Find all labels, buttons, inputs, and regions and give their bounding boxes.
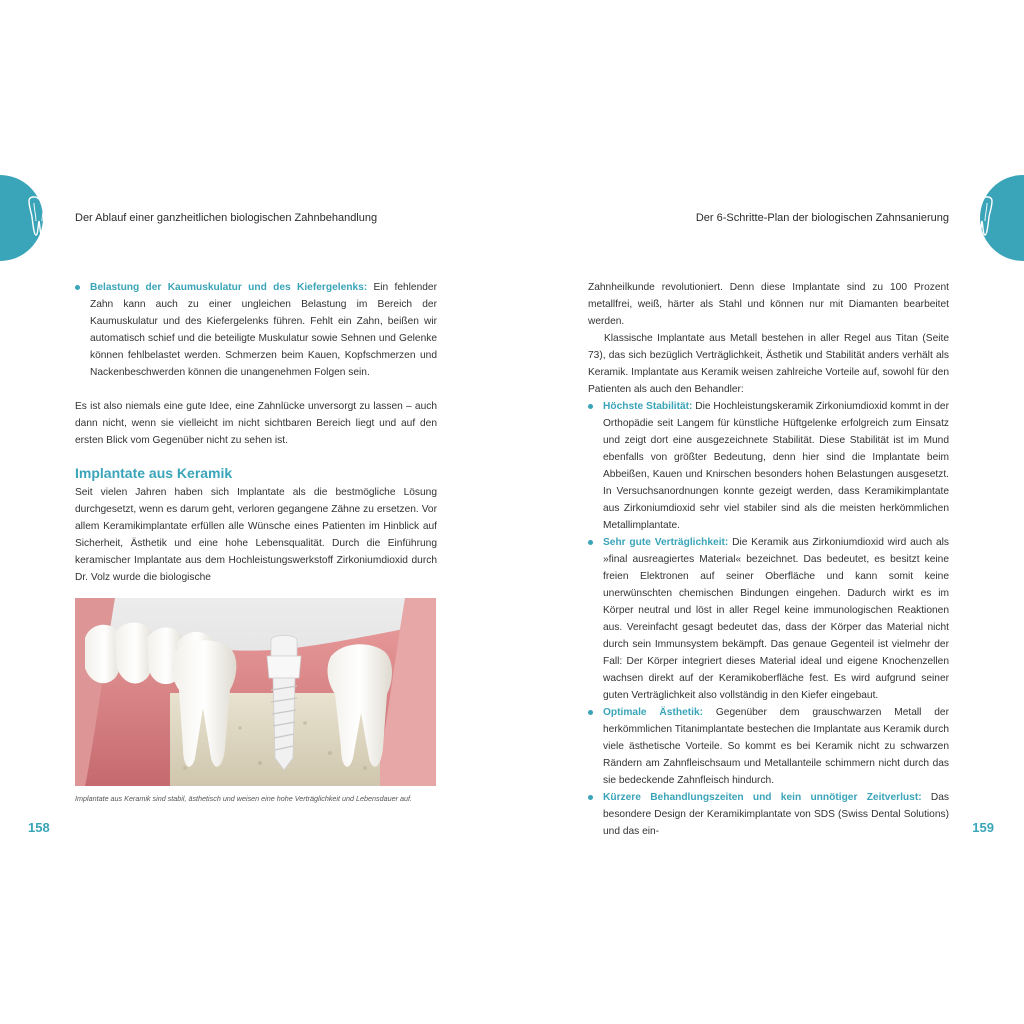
bullet-term: Belastung der Kaumuskulatur und des Kiefergelenks: <box>90 282 368 293</box>
tooth-icon <box>24 195 54 237</box>
page-number: 158 <box>28 820 50 835</box>
dental-implant-illustration <box>75 598 436 786</box>
bullet-term: Höchste Stabilität: <box>603 401 693 412</box>
figure-caption: Implantate aus Keramik sind stabil, ästhetisch und weisen eine hohe Verträglichkeit und Lebensdauer auf. <box>75 794 412 803</box>
right-page <box>512 0 1024 1024</box>
bullet-dot <box>588 710 593 715</box>
page-number: 159 <box>972 820 994 835</box>
paragraph <box>75 484 437 586</box>
bullet-block <box>588 398 949 840</box>
paragraph-text: Zahnheilkunde revolutioniert. Denn diese Implantate sind zu 100 Prozent metallfrei, weiß, härter als Stahl und können nur mit Diamanten bearbeitet werden. <box>588 282 949 327</box>
paragraph-text: Es ist also niemals eine gute Idee, eine Zahnlücke unversorgt zu lassen – auch dann nicht, wenn sie vielleicht im nicht sichtbaren Bereich liegt und auf den ersten Blick vom Gegenüber nicht zu sehen ist. <box>75 401 437 446</box>
bullet-text: Das besondere Design der Keramikimplantate von SDS (Swiss Dental Solutions) und das ein- <box>603 792 949 837</box>
list-item <box>75 279 437 381</box>
paragraph-text: Seit vielen Jahren haben sich Implantate als die bestmögliche Lösung durchgesetzt, wenn es darum geht, verloren gegangene Zähne zu ersetzen. Vor allem Keramikimplantate erfüllen alle Wünsche eines Patienten im Hinblick auf Sicherheit, Ästhetik und eine hohe Lebensqualität. Durch die Einführung keramischer Implantate aus dem Hochleistungswerkstoff Zirkoniumdioxid durch Dr. Volz wurde die biologische <box>75 487 437 583</box>
list-item <box>588 534 949 704</box>
running-head: Der Ablauf einer ganzheitlichen biologischen Zahnbehandlung <box>75 212 378 224</box>
list-item <box>588 398 949 534</box>
bullet-dot <box>75 285 80 290</box>
paragraph <box>588 279 949 398</box>
paragraph <box>75 398 437 449</box>
section-heading: Implantate aus Keramik <box>75 465 233 481</box>
paragraph-text: Klassische Implantate aus Metall bestehen in aller Regel aus Titan (Seite 73), das sich bezüglich Verträglichkeit, Ästhetik und Stabilität anders verhält als Keramik. Implantate aus Keramik weisen zahlreiche Vorteile auf, sowohl für den Patienten als auch den Behandler: <box>588 333 949 395</box>
bullet-dot <box>588 795 593 800</box>
bullet-text: Die Keramik aus Zirkoniumdioxid wird auch als »final ausreagiertes Material« bezeichnet. Das bedeutet, es besitzt keine freien Elektronen auf seiner Oberfläche und kann somit keine unerwünschten chemischen Bindungen eingehen. Dadurch wirkt es im Körper neutral und löst in aller Regel keine immunologischen Reaktionen aus. Vereinfacht gesagt bedeutet das, dass der Körper das Material nicht durch sein Immunsystem bekämpft. Das genaue Gegenteil ist vielmehr der Fall: Der Körper integriert dieses Material ideal und eigene Knochenzellen wachsen direkt auf der Keramikoberfläche fest. Es wird aufgrund seiner guten Verträglichkeit also vollständig in den Kiefer eingebaut. <box>603 537 949 701</box>
bullet-text: Ein fehlender Zahn kann auch zu einer ungleichen Belastung im Bereich der Kaumuskulatur und des Kiefergelenks führen. Fehlt ein Zahn, beißen wir automatisch schief und die beteiligte Muskulatur sowie Sehnen und Gelenke können fehlbelastet werden. Schmerzen beim Kauen, Kopfschmerzen und Nackenbeschwerden können die unangenehmen Folgen sein. <box>90 282 437 378</box>
bullet-text: Gegenüber dem grauschwarzen Metall der herkömmlichen Titanimplantate bestechen die Implantate aus Keramik durch viele ästhetische Vorteile. So kommt es bei Keramik nicht zu schwarzen Rändern am Zahnfleischsaum und Metallanteile schimmern nicht durch das sie bedeckende Zahnfleisch hindurch. <box>603 707 949 786</box>
list-item <box>588 704 949 789</box>
bullet-term: Optimale Ästhetik: <box>603 707 704 718</box>
bullet-term: Kürzere Behandlungszeiten und kein unnötiger Zeitverlust: <box>603 792 922 803</box>
bullet-dot <box>588 404 593 409</box>
bullet-dot <box>588 540 593 545</box>
list-item <box>588 789 949 840</box>
bullet-block <box>75 279 437 381</box>
bullet-text: Die Hochleistungskeramik Zirkoniumdioxid kommt in der Orthopädie seit Langem für künstliche Hüftgelenke erfolgreich zum Einsatz und zeigt dort eine ausgezeichnete Stabilität. Diese Stabilität ist im Mund ebenfalls von größter Bedeutung, denn hier sind die Implantate beim Abbeißen, Kauen und Knirschen besonders hohen Belastungen ausgesetzt. In Versuchsanordnungen konnte gezeigt werden, dass Keramikimplantate aus Zirkoniumdioxid sehr viel stabiler sind als die meisten herkömmlichen Metallimplantate. <box>603 401 949 531</box>
running-head: Der 6-Schritte-Plan der biologischen Zahnsanierung <box>695 212 949 224</box>
tooth-icon <box>967 195 997 237</box>
bullet-term: Sehr gute Verträglichkeit: <box>603 537 729 548</box>
implant-illustration-image <box>75 598 436 786</box>
